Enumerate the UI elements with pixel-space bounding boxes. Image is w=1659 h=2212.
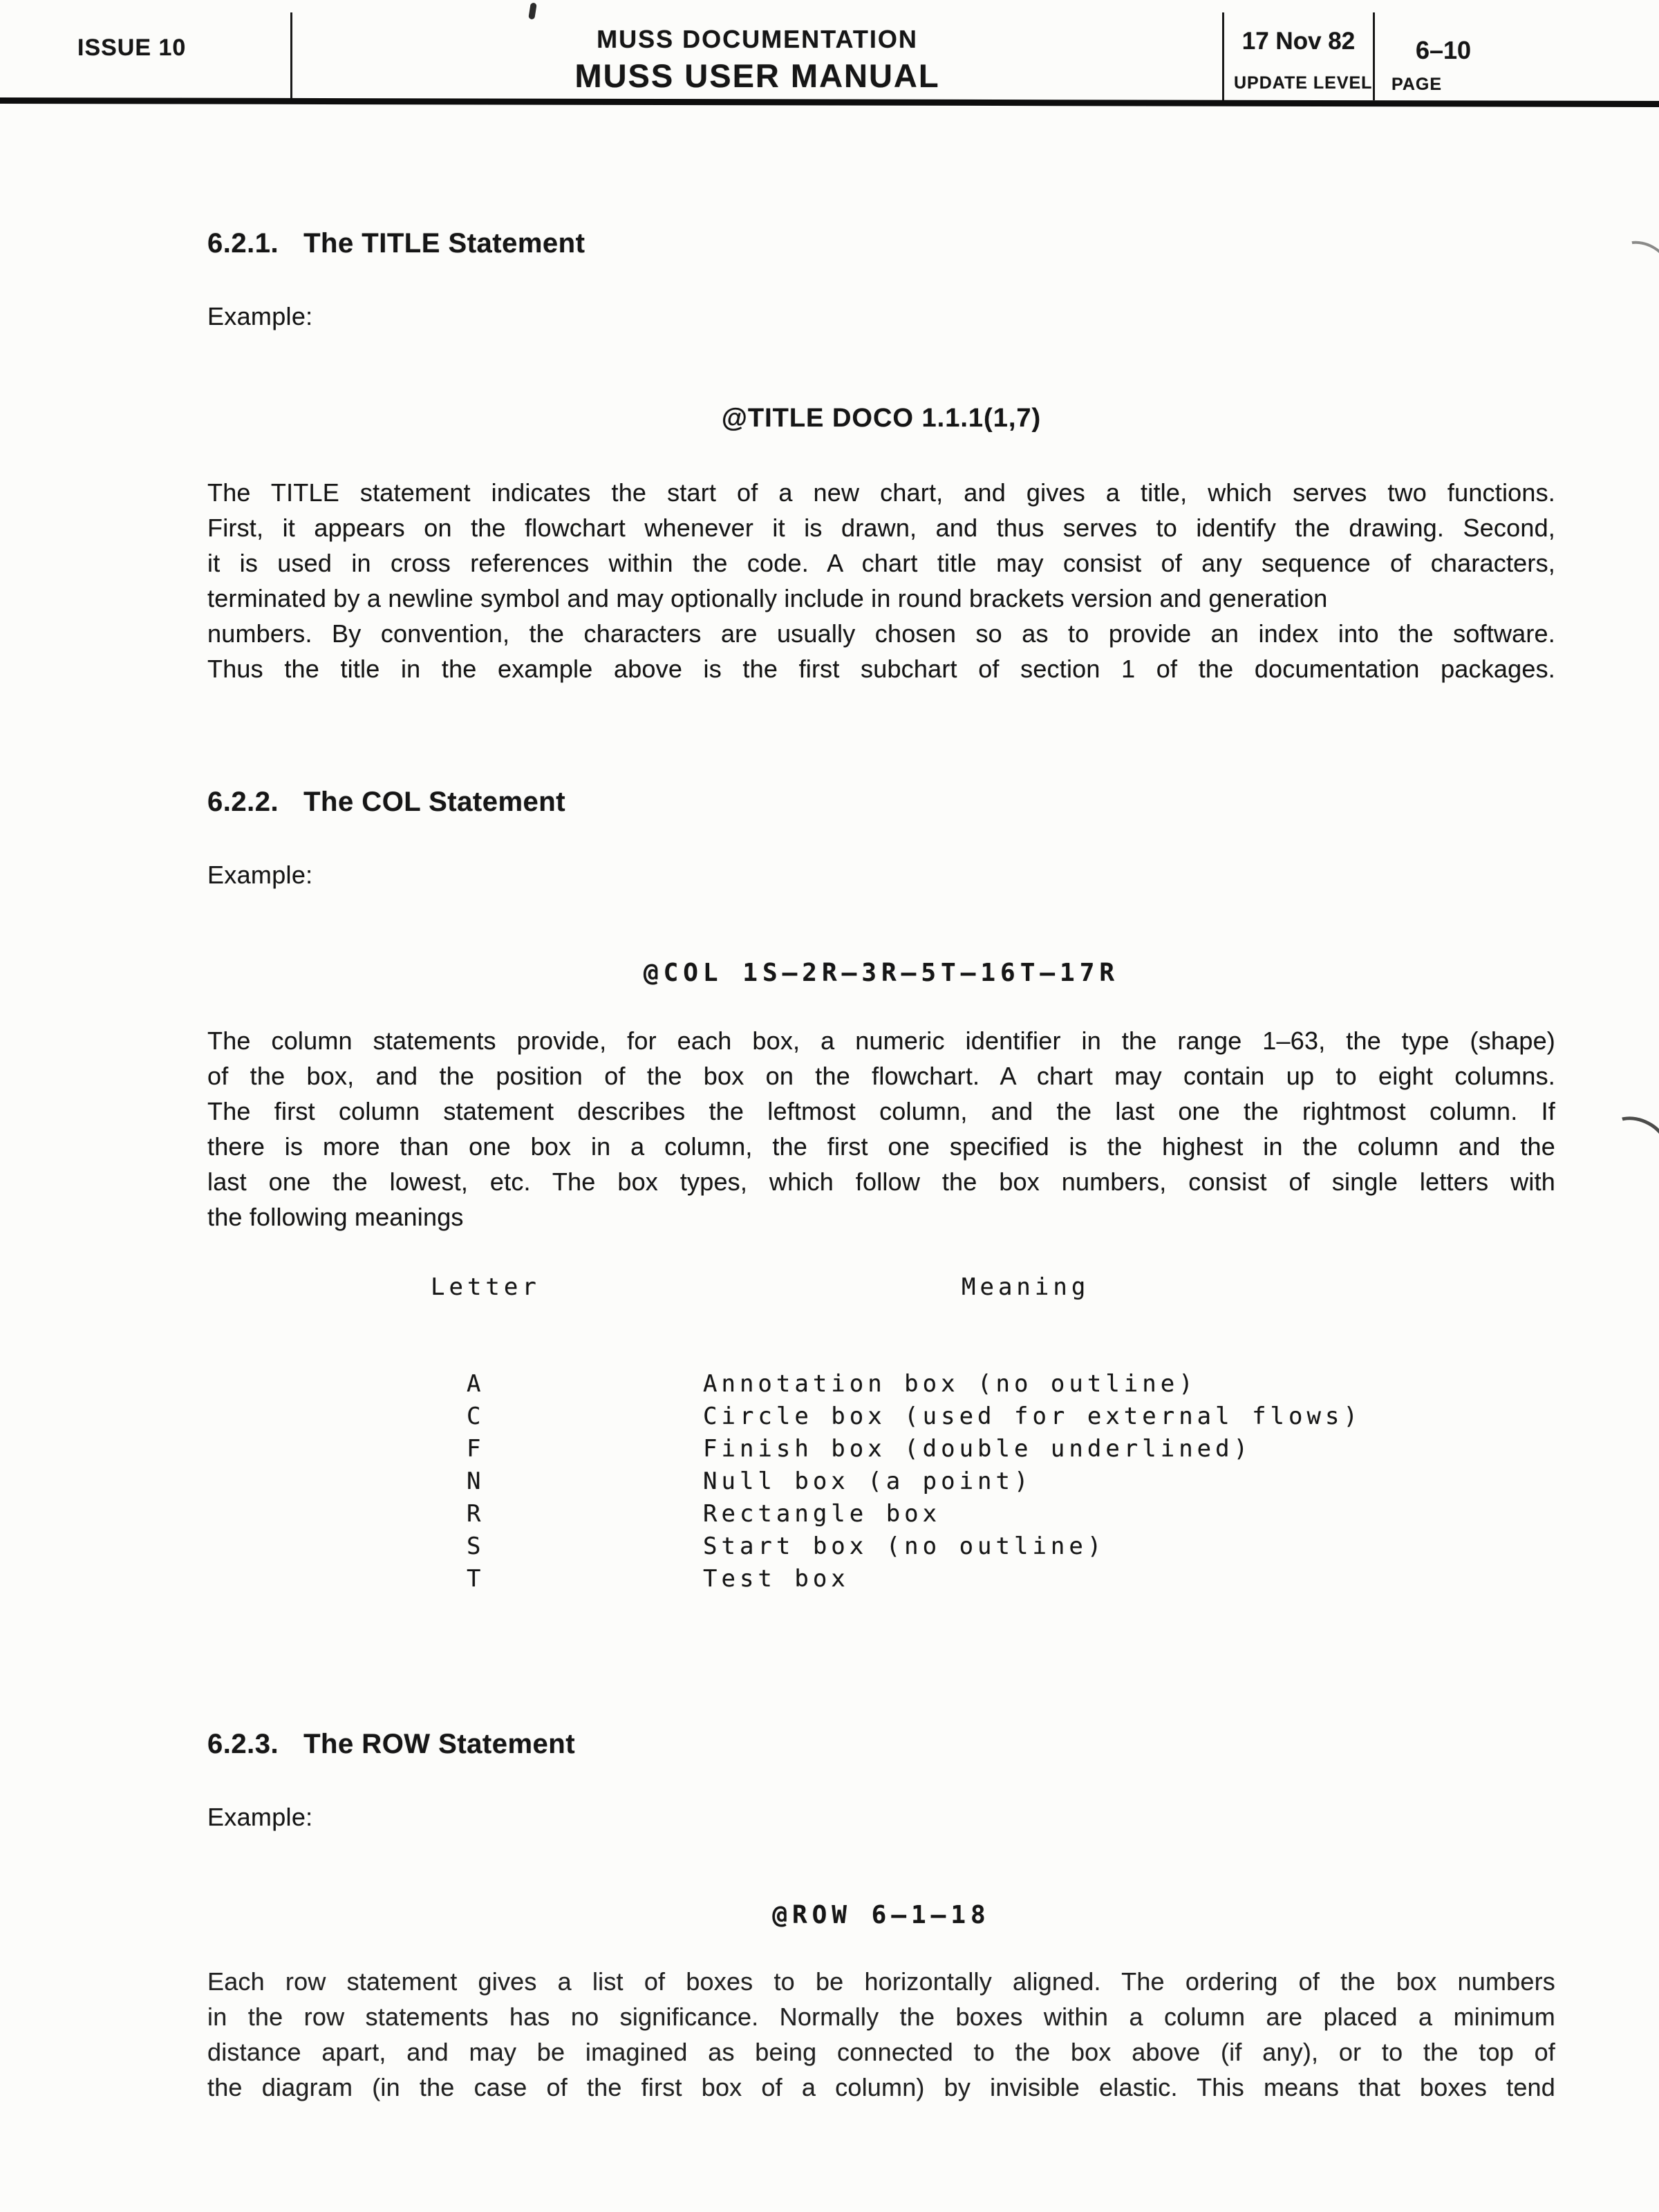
page-number: 6–10 bbox=[1415, 36, 1472, 64]
table-header-row bbox=[431, 1273, 1555, 1301]
page-header bbox=[0, 12, 1659, 100]
table-row bbox=[431, 1435, 1555, 1468]
page-body bbox=[0, 104, 1659, 2105]
paragraph-line: The column statements provide, for each box, a numeric identifier in the range 1–63, the type (shape) bbox=[207, 1027, 1555, 1055]
section-heading-row-statement bbox=[207, 1729, 1555, 1760]
paragraph-line: numbers. By convention, the characters are usually chosen so as to provide an index into the software. bbox=[207, 619, 1555, 648]
table-row bbox=[431, 1533, 1555, 1565]
letter-cell: F bbox=[467, 1435, 485, 1463]
table-row bbox=[431, 1403, 1555, 1435]
paragraph-line: Each row statement gives a list of boxes to be horizontally aligned. The ordering of the box numbers bbox=[207, 1967, 1555, 1996]
doc-title-line2: MUSS USER MANUAL bbox=[574, 57, 940, 94]
paragraph-line: Thus the title in the example above is the first subchart of section 1 of the documentation packages. bbox=[207, 655, 1555, 683]
paragraph-line: The TITLE statement indicates the start of a new chart, and gives a title, which serves two functions. bbox=[207, 478, 1555, 507]
table-rows bbox=[431, 1370, 1555, 1597]
paragraph-line: there is more than one box in a column, the first one specified is the highest in the column and the bbox=[207, 1132, 1555, 1161]
table-row bbox=[431, 1370, 1555, 1403]
doc-title bbox=[292, 25, 1222, 95]
letter-table bbox=[431, 1273, 1555, 1597]
doc-title-line1: MUSS DOCUMENTATION bbox=[597, 25, 918, 53]
page-label: PAGE bbox=[1391, 75, 1442, 94]
header-page-cell bbox=[1373, 12, 1659, 100]
section-number: 6.2.2. bbox=[207, 787, 279, 817]
paragraph-line: in the row statements has no significance. Normally the boxes within a column are placed a minimum bbox=[207, 2003, 1555, 2031]
meaning-column-header: Meaning bbox=[962, 1273, 1090, 1301]
title-statement-paragraph bbox=[207, 475, 1555, 686]
example-label: Example: bbox=[207, 861, 313, 889]
meaning-cell: Finish box (double underlined) bbox=[703, 1435, 1253, 1463]
section-title: The COL Statement bbox=[303, 787, 566, 817]
paragraph-line: The first column statement describes the leftmost column, and the last one the rightmost column. If bbox=[207, 1097, 1555, 1125]
paragraph-line: the diagram (in the case of the first box of a column) by invisible elastic. This means that boxes tend bbox=[207, 2073, 1555, 2101]
col-statement-paragraph bbox=[207, 1023, 1555, 1235]
title-statement-code: @TITLE DOCO 1.1.1(1,7) bbox=[721, 404, 1042, 433]
section-title: The ROW Statement bbox=[303, 1729, 576, 1759]
header-title-cell bbox=[290, 12, 1222, 100]
row-statement-code: @ROW 6–1–18 bbox=[772, 1901, 991, 1929]
paragraph-line: terminated by a newline symbol and may optionally include in round brackets version and generation bbox=[207, 584, 1328, 612]
section-number: 6.2.3. bbox=[207, 1729, 279, 1759]
letter-cell: T bbox=[467, 1565, 485, 1593]
section-heading-title-statement bbox=[207, 228, 1555, 259]
paragraph-line: the following meanings bbox=[207, 1203, 464, 1231]
paragraph-line: distance apart, and may be imagined as being connected to the box above (if any), or to the top of bbox=[207, 2038, 1555, 2066]
table-row bbox=[431, 1500, 1555, 1533]
section-heading-col-statement bbox=[207, 787, 1555, 818]
meaning-cell: Null box (a point) bbox=[703, 1468, 1033, 1495]
meaning-cell: Start box (no outline) bbox=[703, 1533, 1106, 1560]
update-level-label: UPDATE LEVEL bbox=[1234, 73, 1373, 93]
header-update-cell bbox=[1222, 12, 1373, 100]
letter-cell: R bbox=[467, 1500, 485, 1528]
update-date: 17 Nov 82 bbox=[1241, 28, 1356, 55]
paragraph-line: it is used in cross references within the code. A chart title may consist of any sequence of characters, bbox=[207, 549, 1555, 577]
example-label: Example: bbox=[207, 302, 313, 330]
paragraph-line: of the box, and the position of the box on the flowchart. A chart may contain up to eight columns. bbox=[207, 1062, 1555, 1090]
section-title: The TITLE Statement bbox=[303, 228, 585, 259]
table-row bbox=[431, 1468, 1555, 1500]
header-issue-cell bbox=[0, 12, 290, 100]
meaning-cell: Rectangle box bbox=[703, 1500, 941, 1528]
letter-column-header: Letter bbox=[431, 1273, 541, 1301]
row-statement-paragraph bbox=[207, 1964, 1555, 2105]
example-label: Example: bbox=[207, 1803, 313, 1831]
col-statement-code: @COL 1S–2R–3R–5T–16T–17R bbox=[643, 959, 1120, 987]
page-number-block bbox=[1391, 36, 1495, 95]
paragraph-line: last one the lowest, etc. The box types, which follow the box numbers, consist of single letters with bbox=[207, 1168, 1555, 1196]
issue-label: ISSUE 10 bbox=[77, 35, 187, 61]
meaning-cell: Circle box (used for external flows) bbox=[703, 1403, 1362, 1430]
paragraph-line: First, it appears on the flowchart whenever it is drawn, and thus serves to identify the drawing. Second, bbox=[207, 514, 1555, 542]
meaning-cell: Test box bbox=[703, 1565, 850, 1593]
meaning-cell: Annotation box (no outline) bbox=[703, 1370, 1197, 1398]
table-row bbox=[431, 1565, 1555, 1597]
letter-cell: N bbox=[467, 1468, 485, 1495]
letter-cell: C bbox=[467, 1403, 485, 1430]
letter-cell: A bbox=[467, 1370, 485, 1398]
letter-cell: S bbox=[467, 1533, 485, 1560]
section-number: 6.2.1. bbox=[207, 228, 279, 259]
